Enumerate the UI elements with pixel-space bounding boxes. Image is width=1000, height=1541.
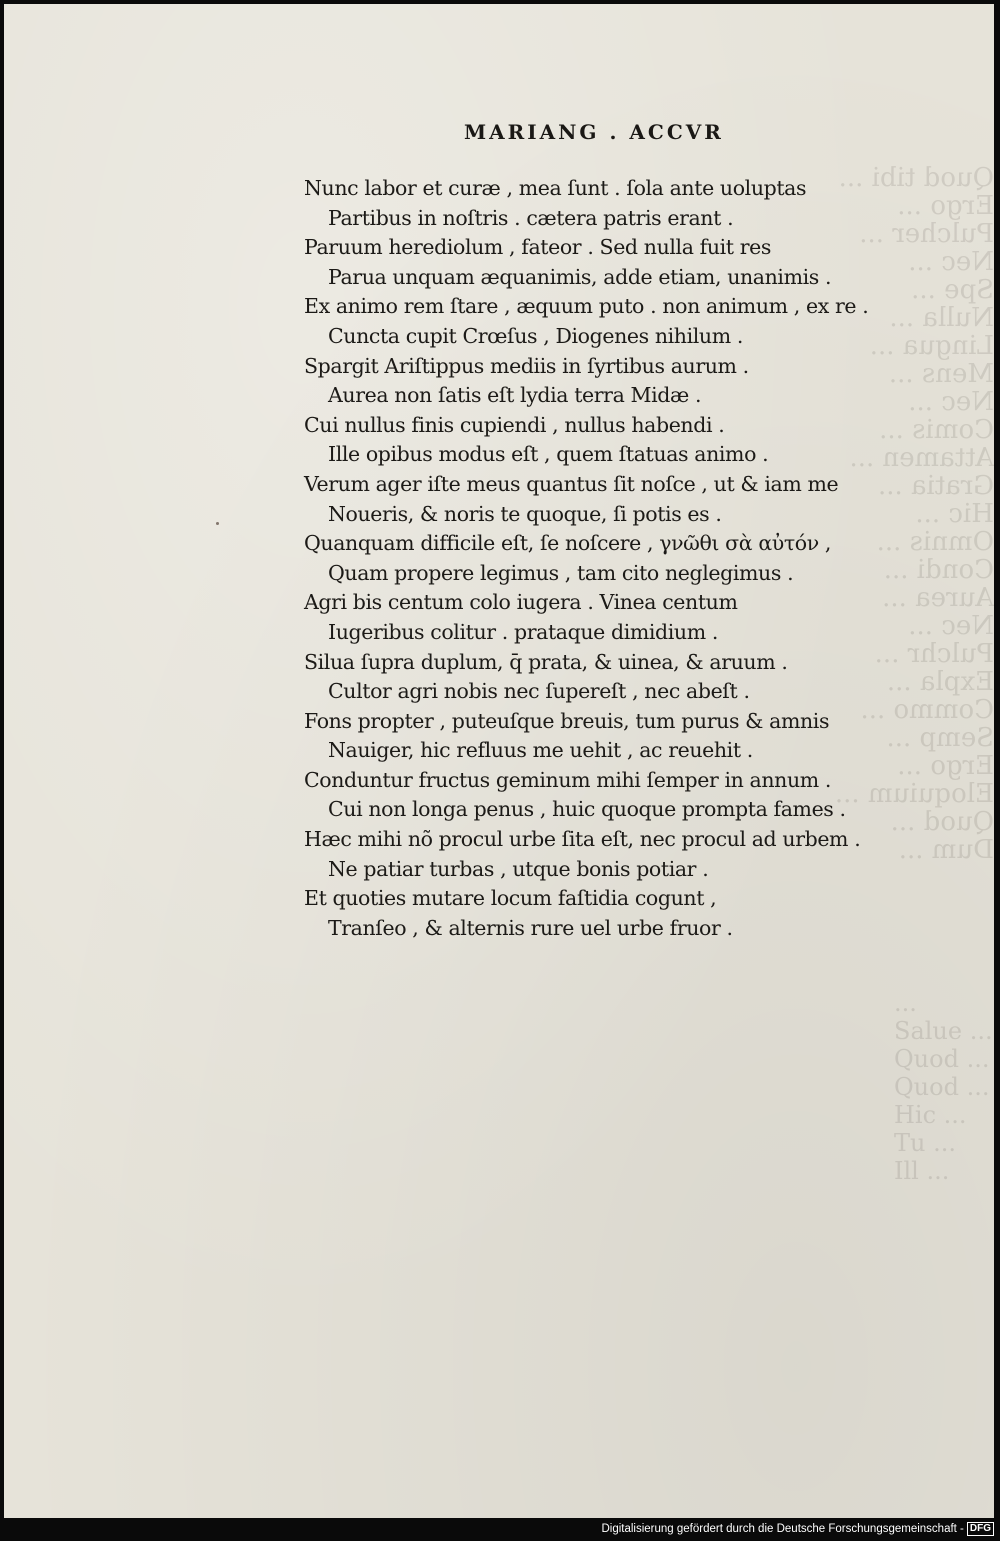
verse-line: Tranſeo , & alternis rure uel urbe fruor . [328,915,733,940]
verse-line: Paruum herediolum , fateor . Sed nulla fuit res [304,235,771,260]
poem-text [304,174,904,943]
verse-line: Cui non longa penus , huic quoque prompta fames . [328,797,846,822]
verse-line: Agri bis centum colo iugera . Vinea centum [304,590,738,615]
verse-line: Aurea non ſatis eſt lydia terra Midæ . [328,383,702,408]
verse-line: Verum ager iſte meus quantus ſit noſce , ut & iam me [304,471,839,496]
verse-line: Hæc mihi nõ procul urbe ſita eſt, nec procul ad urbem . [304,827,861,852]
verse-line: Ne patiar turbas , utque bonis potiar . [328,856,709,881]
verse-line: Iugeribus colitur . prataque dimidium . [328,619,719,644]
verse-line: Parua unquam æquanimis, adde etiam, unanimis . [328,264,832,289]
paper-speck [216,522,219,525]
verse-line: Quanquam difficile eſt, ſe noſcere , γνῶθι σὰ αὐτόν , [304,531,832,556]
book-page [4,4,994,1518]
verse-line: Quam propere legimus , tam cito neglegimus . [328,560,794,585]
verse-line: Silua ſupra duplum, q̄ prata, & uinea, & aruum . [304,649,788,674]
digitization-footer [601,1520,994,1538]
verse-line: Ex animo rem ſtare , æquum puto . non animum , ex re . [304,294,869,319]
verse-line: Ille opibus modus eſt , quem ſtatuas animo . [328,442,769,467]
dfg-logo: DFG [967,1522,994,1536]
running-head: MARIANG . ACCVR [464,120,724,144]
funding-credit: Digitalisierung gefördert durch die Deutsche Forschungsgemeinschaft - [601,1523,964,1535]
verse-line: Et quoties mutare locum faſtidia cogunt , [304,886,717,911]
verse-line: Cultor agri nobis nec ſupereſt , nec abeſt . [328,679,750,704]
verse-line: Nunc labor et curæ , mea ſunt . ſola ante uoluptas [304,176,807,200]
show-through-text: Quod tibi ... Ergo ... Pulcher ... Nec ... Spe ... Nulla ... Lingua ... Mens ... Nec ... Comis ... Attamen ... Gratia ... Hic ... Omnis ... Condi ... Aurea ... Nec ... Pulchr ... Expla ... Commo ... Semp ... Ergo ... Eloquium ... Quod ... Dum ... [834,164,994,864]
verse-line: Fons propter , puteuſque breuis, tum purus & amnis [304,708,830,733]
verse-line: Nauiger, hic refluus me uehit , ac reuehit . [328,738,753,763]
verse-line: Cui nullus finis cupiendi , nullus habendi . [304,412,725,437]
verse-line: Noueris, & noris te quoque, ſi potis es . [328,501,722,526]
verse-line: Conduntur fructus geminum mihi ſemper in annum . [304,767,832,792]
verse-line: Partibus in noſtris . cætera patris erant . [328,205,734,230]
verse-line: Cuncta cupit Crœſus , Diogenes nihilum . [328,323,743,348]
verse-line: Spargit Ariſtippus mediis in ſyrtibus aurum . [304,353,749,378]
show-through-text-lower: ... Salue ... Quod ... Quod ... Hic ... Tu ... Ill ... [894,989,993,1185]
